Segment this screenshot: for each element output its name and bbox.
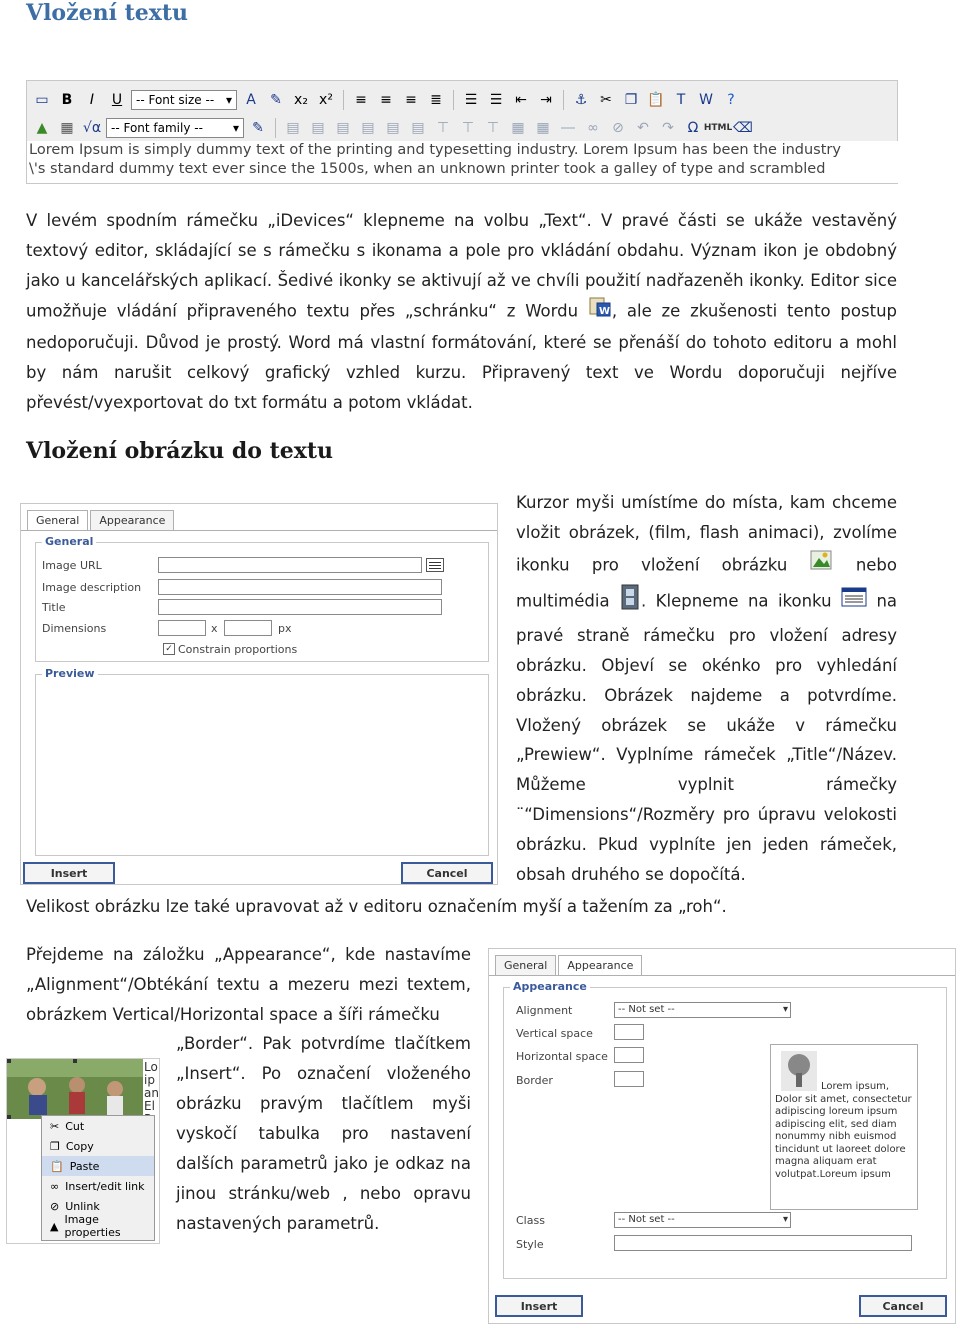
browse-icon[interactable] (426, 558, 444, 572)
vertical-space-label: Vertical space (516, 1027, 593, 1040)
copy-icon: ❐ (50, 1139, 60, 1153)
paragraph-part: . Klepneme na ikonku (641, 591, 832, 611)
menu-item-label: Insert/edit link (65, 1179, 145, 1193)
cancel-button[interactable]: Cancel (401, 862, 493, 884)
insert-button[interactable]: Insert (495, 1295, 583, 1317)
subscript-icon[interactable]: x₂ (294, 92, 308, 108)
image-dialog-appearance (488, 948, 956, 1324)
menu-item-label: Copy (65, 1139, 94, 1153)
eraser-icon[interactable]: ⌫ (733, 120, 753, 136)
section-heading: Vložení obrázku do textu (26, 438, 334, 464)
insert-row-after-icon[interactable]: ▤ (386, 120, 400, 136)
editor-toolbar (26, 80, 898, 184)
dimensions-x: x (211, 622, 218, 635)
insert-row-before-icon[interactable]: ▤ (361, 120, 375, 136)
link-icon: ∞ (50, 1179, 60, 1193)
title-input[interactable] (158, 599, 442, 615)
indent-icon[interactable]: ⇥ (540, 92, 552, 108)
delete-row-icon[interactable]: ▤ (411, 120, 425, 136)
context-menu (41, 1115, 155, 1241)
separator (343, 90, 344, 110)
separator (275, 118, 276, 138)
style-input[interactable] (614, 1235, 912, 1251)
font-size-label: -- Font size -- (136, 93, 215, 107)
general-fieldset (35, 535, 489, 662)
merge-cells-icon[interactable]: ▦ (536, 120, 550, 136)
preview-fieldset (35, 667, 489, 856)
paragraph-part: na pravé straně rámečku pro vložení adresy obrázku. Objeví se okénko pro vyhledání obrázku. Obrázek najdeme a potvrdíme. Vložený obrázek se ukáže v rámečku „Prewiew“. Vyplníme rámeček „Title“/Název. Můžeme vyplnit rámečky ¨“Dimensions“/Rozměry pro úpravu velokosti obrázku. Pkud vyplníte jen jeden rámeček, obsah druhého se dopočítá. (516, 591, 898, 884)
height-input[interactable] (224, 620, 272, 636)
menu-item-label: Paste (69, 1159, 100, 1173)
table-icon[interactable]: ▤ (286, 120, 300, 136)
side-text-line: an (144, 1086, 159, 1100)
chevron-down-icon: ▾ (225, 93, 232, 107)
delete-col-icon[interactable]: ⊤ (486, 120, 500, 136)
side-text-line: Lo (144, 1060, 158, 1074)
omega-icon[interactable]: Ω (687, 120, 699, 136)
image-icon: ▲ (50, 1219, 59, 1233)
redo-icon[interactable]: ↷ (662, 120, 674, 136)
font-family-label: -- Font family -- (111, 121, 203, 135)
bullet-list-icon[interactable]: ☰ (464, 92, 478, 108)
underline-icon[interactable]: U (111, 92, 123, 108)
undo-icon[interactable]: ↶ (637, 120, 649, 136)
math-icon[interactable]: √α (82, 120, 102, 136)
dialog-tabs (489, 949, 955, 976)
image-dialog-general (20, 503, 498, 885)
svg-text:W: W (598, 306, 610, 317)
paste-word-icon (588, 296, 612, 328)
menu-item-label: Unlink (65, 1199, 100, 1213)
paste-icon: 📋 (50, 1159, 64, 1173)
tab-general[interactable]: General (27, 510, 88, 530)
menu-item-insert-edit-link[interactable] (42, 1176, 154, 1196)
toolbar-row-2 (31, 115, 754, 141)
menu-item-paste[interactable] (42, 1156, 154, 1176)
side-text-line: El (144, 1099, 155, 1113)
superscript-icon[interactable]: x² (319, 92, 333, 108)
appearance-fieldset (503, 980, 947, 1279)
paragraph-appearance-rest: „Border“. Pak potvrdíme tlačítkem „Insert“. Po označení vloženého obrázku pravým tlačítlem myši vyskočí tabulka pro nastavení dalších parametrů jako je odkaz na jinou stránku/web , nebo opravu nastavených parametrů. (176, 1034, 471, 1233)
paragraph-part: Kurzor myši umístíme do místa, kam chceme vložit obrázek, (film, flash animaci), zvolíme ikonku pro vložení obrázku (516, 493, 897, 574)
horizontal-space-input[interactable] (614, 1047, 644, 1063)
align-center-icon[interactable]: ≡ (380, 92, 392, 108)
class-select[interactable]: -- Not set -- ▾ (614, 1212, 791, 1228)
menu-item-cut[interactable] (42, 1116, 154, 1136)
page-title: Vložení textu (26, 0, 189, 26)
menu-item-label: Cut (65, 1119, 85, 1133)
dimensions-label: Dimensions (42, 622, 107, 635)
image-icon (810, 548, 834, 584)
sample-line-1: Lorem Ipsum is simply dummy text of the printing and typesetting industry. Lorem Ipsum has been the industry (29, 142, 841, 158)
paragraph-text-editor (26, 206, 897, 418)
paragraph-insert-image (516, 488, 897, 889)
alignment-label: Alignment (516, 1004, 573, 1017)
font-family-select[interactable] (106, 118, 244, 138)
image-icon[interactable]: ▲ (36, 120, 48, 136)
preview-legend: Preview (42, 667, 98, 680)
insert-button[interactable]: Insert (23, 862, 115, 884)
chevron-down-icon: ▾ (232, 121, 239, 135)
highlight-icon[interactable]: ✎ (270, 92, 282, 108)
constrain-label: Constrain proportions (178, 643, 298, 656)
border-input[interactable] (614, 1071, 644, 1087)
cell-props-icon[interactable]: ▤ (336, 120, 350, 136)
title-label: Title (42, 601, 66, 614)
tab-general[interactable]: General (495, 955, 556, 975)
preview-text: Lorem ipsum, Dolor sit amet, consectetur adipiscing loreum ipsum adipiscing elit, sed diam nonummy nibh euismod tincidunt ut laoreet dolore magna aliquam erat volutpat.Loreum ipsum (775, 1081, 912, 1180)
cancel-button[interactable]: Cancel (859, 1295, 947, 1317)
toolbar-row-1 (31, 87, 742, 113)
px-label: px (278, 622, 292, 635)
text-color-icon[interactable]: A (246, 92, 256, 108)
outdent-icon[interactable]: ⇤ (515, 92, 527, 108)
paste-text-icon[interactable]: T (676, 92, 686, 108)
horizontal-space-label: Horizontal space (516, 1050, 608, 1063)
sample-line-2: \'s standard dummy text ever since the 1500s, when an unknown printer took a galley of type and scrambled (29, 161, 826, 177)
vertical-space-input[interactable] (614, 1024, 644, 1040)
photo-thumbnail (7, 1059, 143, 1119)
browse-icon (841, 587, 867, 617)
paragraph-part: nebo multimédia (516, 555, 898, 611)
media-icon (619, 583, 641, 621)
paragraph-part: V levém spodním rámečku „iDevices“ klepneme na volbu „Text“. V pravé části se ukáže vestavěný textový editor, skládající se s rámečku s ikonama a pole pro vkládání obdahu. Význam ikon je obdobný jako u kancelářských aplikací. Šedivé ikonky se aktivují až ve chvíli použití nadřazeněh ikonky. Editor sice umožňuje vládání připraveného textu přes „schránku“ z Wordu (26, 211, 897, 321)
hr-icon[interactable]: ― (561, 120, 575, 136)
insert-col-before-icon[interactable]: ⊤ (436, 120, 450, 136)
insert-col-after-icon[interactable]: ⊤ (461, 120, 475, 136)
tab-appearance[interactable]: Appearance (90, 510, 174, 530)
appearance-legend: Appearance (510, 980, 590, 993)
align-right-icon[interactable]: ≡ (405, 92, 417, 108)
width-input[interactable] (158, 620, 206, 636)
context-menu-screenshot (6, 1058, 160, 1244)
link-icon[interactable]: ∞ (587, 120, 599, 136)
side-text-line: ip (144, 1073, 155, 1087)
unlink-icon: ⊘ (50, 1199, 60, 1213)
paragraph-resize: Velikost obrázku lze také upravovat až v editoru označením myší a tažením za „roh“. (26, 897, 727, 916)
dialog-tabs (21, 504, 497, 531)
menu-item-label: Image properties (64, 1213, 121, 1239)
cut-icon[interactable]: ✂ (600, 92, 612, 108)
font-size-select[interactable] (131, 90, 237, 110)
tab-appearance[interactable]: Appearance (558, 955, 642, 975)
paste-icon[interactable]: 📋 (647, 92, 665, 108)
bold-icon[interactable]: B (61, 92, 73, 108)
image-url-input[interactable] (158, 557, 422, 573)
align-left-icon[interactable]: ≡ (355, 92, 367, 108)
split-cells-icon[interactable]: ▦ (511, 120, 525, 136)
new-document-icon[interactable]: ▭ (35, 92, 49, 108)
html-icon[interactable]: HTML (703, 123, 733, 133)
align-justify-icon[interactable]: ≣ (430, 92, 442, 108)
menu-item-image-properties[interactable] (42, 1213, 154, 1239)
help-icon[interactable]: ? (727, 92, 735, 108)
paste-word-icon[interactable]: W (699, 92, 713, 108)
separator (563, 90, 564, 110)
constrain-checkbox[interactable]: ✓ (163, 643, 175, 655)
menu-item-copy[interactable] (42, 1136, 154, 1156)
anchor-icon[interactable]: ⚓ (574, 92, 588, 108)
general-legend: General (42, 535, 96, 548)
edit-icon[interactable]: ✎ (252, 120, 264, 136)
row-props-icon[interactable]: ▤ (311, 120, 325, 136)
media-icon[interactable]: ▦ (60, 120, 74, 136)
paragraph-appearance-top: Přejdeme na záložku „Appearance“, kde nastavíme „Alignment“/Obtékání textu a mezeru mezi textem, obrázkem Vertical/Horizontal space a šíři rámečku (26, 945, 471, 1024)
border-label: Border (516, 1074, 553, 1087)
numbered-list-icon[interactable]: ☰ (489, 92, 503, 108)
italic-icon[interactable]: I (89, 92, 95, 108)
alignment-select[interactable]: -- Not set -- ▾ (614, 1002, 791, 1018)
image-description-input[interactable] (158, 579, 442, 595)
class-label: Class (516, 1214, 545, 1227)
style-label: Style (516, 1238, 544, 1251)
separator (453, 90, 454, 110)
image-description-label: Image description (42, 581, 142, 594)
unlink-icon[interactable]: ⊘ (612, 120, 624, 136)
paragraph-part: , ale ze zkušenosti tento postup nedoporučuji. Důvod je prostý. Word má vlastní formátování, které se přenáší do tohoto editoru a mohl by nám narušit celkový grafický vzhled kurzu. Připravený text ve Wordu doporučuji nejříve převést/vyexportovat do txt formátu a potom vkládat. (26, 301, 897, 412)
editor-text-area[interactable] (27, 141, 899, 183)
appearance-preview (770, 1044, 918, 1210)
copy-icon[interactable]: ❐ (624, 92, 638, 108)
image-url-label: Image URL (42, 559, 102, 572)
cut-icon: ✂ (50, 1119, 60, 1133)
